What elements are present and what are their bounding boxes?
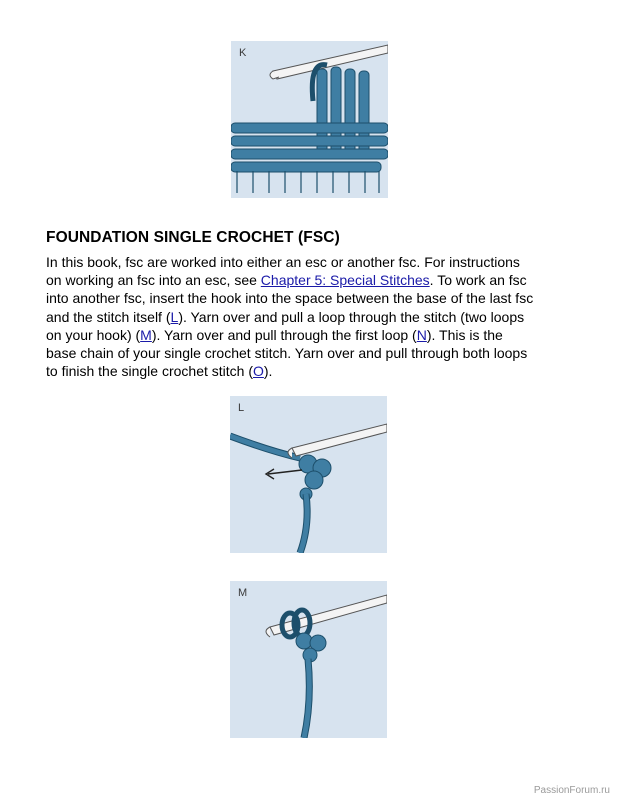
paragraph-line <box>46 308 586 326</box>
paragraph-line <box>46 271 586 289</box>
crochet-illustration-k <box>231 41 388 198</box>
figure-m <box>230 581 387 738</box>
crochet-illustration-l <box>230 396 387 553</box>
text-span: on your hook) ( <box>46 326 141 343</box>
figure-letter-k: K <box>239 47 247 59</box>
chapter-5-link[interactable]: Chapter 5: Special Stitches <box>260 272 430 289</box>
watermark: PassionForum.ru <box>533 785 610 796</box>
text-span: on working an fsc into an esc, see <box>46 272 261 289</box>
text-span: ). Yarn over and pull through the first loop ( <box>151 326 417 343</box>
figure-letter-l: L <box>238 402 245 414</box>
figure-n-link[interactable]: N <box>416 326 427 343</box>
paragraph-line <box>46 362 586 380</box>
paragraph-line <box>46 326 586 344</box>
text-span: base chain of your single crochet stitch. Yarn over and pull through both loops <box>46 345 528 362</box>
paragraph-line <box>46 253 586 271</box>
text-span: ). This is the <box>426 326 503 343</box>
figure-l <box>230 396 387 553</box>
figure-k <box>231 41 388 198</box>
text-span: . To work an fsc <box>429 272 527 289</box>
paragraph-line <box>46 289 586 307</box>
figure-o-link[interactable]: O <box>253 363 264 380</box>
text-span: into another fsc, insert the hook into the space between the base of the last fsc <box>46 290 534 307</box>
section-heading: FOUNDATION SINGLE CROCHET (FSC) <box>46 229 340 246</box>
instruction-paragraph <box>46 253 586 380</box>
crochet-illustration-m <box>230 581 387 738</box>
figure-m-link[interactable]: M <box>140 326 152 343</box>
text-span: ). Yarn over and pull a loop through the stitch (two loops <box>178 308 525 325</box>
text-span: and the stitch itself ( <box>46 308 171 325</box>
text-span: ). <box>263 363 273 380</box>
text-span: to finish the single crochet stitch ( <box>46 363 253 380</box>
figure-l-link[interactable]: L <box>170 308 179 325</box>
paragraph-line <box>46 344 586 362</box>
figure-letter-m: M <box>238 587 248 599</box>
text-span: In this book, fsc are worked into either an esc or another fsc. For instructions <box>46 254 520 270</box>
